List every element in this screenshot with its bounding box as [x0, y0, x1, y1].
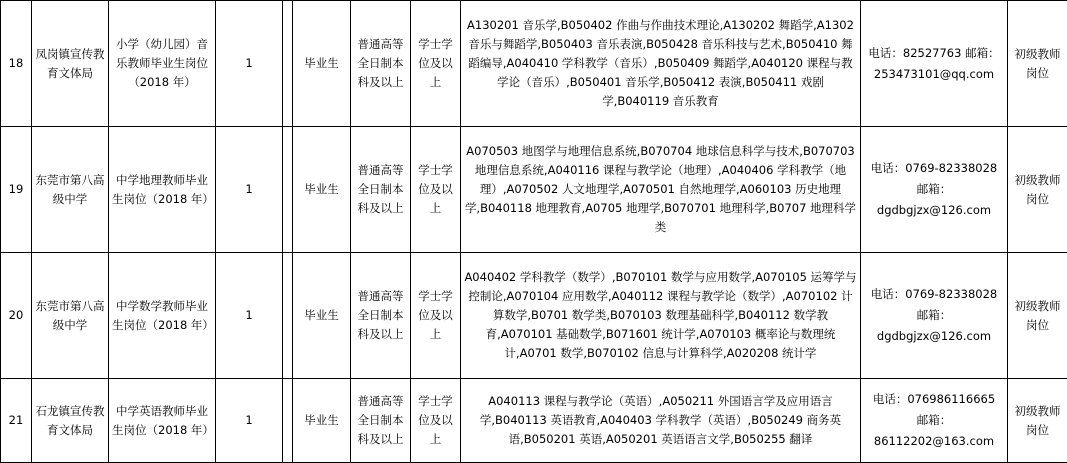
major-requirement: A070503 地图学与地理信息系统,B070704 地球信息科学与技术,B070703 地理信息系统,A040116 课程与教学论（地理）,A040406 学科教学（地理）,A070502 人文地理学,A070501 自然地理学,A060103 历史地理学,B040118 地理教育,A0705 地理学,B070701 地理科学,B0707 地理科学类 [461, 127, 861, 253]
education-requirement: 普通高等全日制本科及以上 [351, 1, 411, 127]
contact-email-label: 邮箱： [864, 305, 1004, 326]
table-row [1, 379, 1067, 463]
job-level: 初级教师岗位 [1008, 1, 1067, 127]
contact-phone: 电话：076986116665 [864, 389, 1004, 410]
degree-requirement: 学士学位及以上 [411, 253, 461, 379]
degree-requirement: 学士学位及以上 [411, 379, 461, 463]
hiring-count: 1 [216, 127, 283, 253]
row-number: 20 [1, 253, 32, 379]
employer-unit: 石龙镇宣传教育文体局 [32, 379, 109, 463]
contact-info [861, 379, 1008, 463]
education-requirement: 普通高等全日制本科及以上 [351, 253, 411, 379]
degree-requirement: 学士学位及以上 [411, 1, 461, 127]
table-row [1, 127, 1067, 253]
candidate-type: 毕业生 [293, 127, 351, 253]
position-name: 中学英语教师毕业生岗位（2018 年） [109, 379, 216, 463]
contact-phone: 电话：82527763 邮箱： [864, 43, 1004, 64]
position-name: 中学地理教师毕业生岗位（2018 年） [109, 127, 216, 253]
contact-info [861, 1, 1008, 127]
contact-email-label: 邮箱： [864, 410, 1004, 431]
candidate-type: 毕业生 [293, 1, 351, 127]
major-requirement: A040402 学科教学（数学）,B070101 数学与应用数学,A070105 运筹学与控制论,A070104 应用数学,A040112 课程与教学论（数学）,A070102 计算数学,B0701 数学类,B070103 数理基础科学,B040112 数学教育,A070101 基础数学,B071601 统计学,A070103 概率论与数理统计,A0701 数学,B070102 信息与计算科学,A020208 统计学 [461, 253, 861, 379]
major-requirement: A130201 音乐学,B050402 作曲与作曲技术理论,A130202 舞蹈学,A1302 音乐与舞蹈学,B050403 音乐表演,B050428 音乐科技与艺术,B050410 舞蹈编导,A040410 学科教学（音乐）,B050409 舞蹈学,A040120 课程与教学论（音乐）,B050401 音乐学,B050412 表演,B050411 戏剧学,B040119 音乐教育 [461, 1, 861, 127]
table-row [1, 253, 1067, 379]
row-number: 18 [1, 1, 32, 127]
job-level: 初级教师岗位 [1008, 379, 1067, 463]
education-requirement: 普通高等全日制本科及以上 [351, 379, 411, 463]
degree-requirement: 学士学位及以上 [411, 127, 461, 253]
hiring-count: 1 [216, 253, 283, 379]
employer-unit: 东莞市第八高级中学 [32, 253, 109, 379]
contact-email: dgdbgjzx@126.com [864, 200, 1004, 221]
empty-cell [283, 379, 293, 463]
contact-email: 253473101@qq.com [864, 64, 1004, 85]
contact-phone: 电话：0769-82338028 [864, 158, 1004, 179]
empty-cell [283, 127, 293, 253]
contact-email: 86112202@163.com [864, 431, 1004, 452]
candidate-type: 毕业生 [293, 253, 351, 379]
contact-phone: 电话：0769-82338028 [864, 284, 1004, 305]
employer-unit: 凤岗镇宣传教育文体局 [32, 1, 109, 127]
hiring-count: 1 [216, 1, 283, 127]
contact-info [861, 127, 1008, 253]
contact-info [861, 253, 1008, 379]
table-row [1, 1, 1067, 127]
job-level: 初级教师岗位 [1008, 253, 1067, 379]
row-number: 21 [1, 379, 32, 463]
job-level: 初级教师岗位 [1008, 127, 1067, 253]
major-requirement: A040113 课程与教学论（英语）,A050211 外国语言学及应用语言学,B040113 英语教育,A040403 学科教学（英语）,B050249 商务英语,B050201 英语,A050201 英语语言文学,B050255 翻译 [461, 379, 861, 463]
employer-unit: 东莞市第八高级中学 [32, 127, 109, 253]
empty-cell [283, 253, 293, 379]
education-requirement: 普通高等全日制本科及以上 [351, 127, 411, 253]
position-name: 小学（幼儿园）音乐教师毕业生岗位（2018 年） [109, 1, 216, 127]
contact-email: dgdbgjzx@126.com [864, 326, 1004, 347]
candidate-type: 毕业生 [293, 379, 351, 463]
empty-cell [283, 1, 293, 127]
contact-email-label: 邮箱： [864, 179, 1004, 200]
row-number: 19 [1, 127, 32, 253]
position-name: 中学数学教师毕业生岗位（2018 年） [109, 253, 216, 379]
hiring-count: 1 [216, 379, 283, 463]
